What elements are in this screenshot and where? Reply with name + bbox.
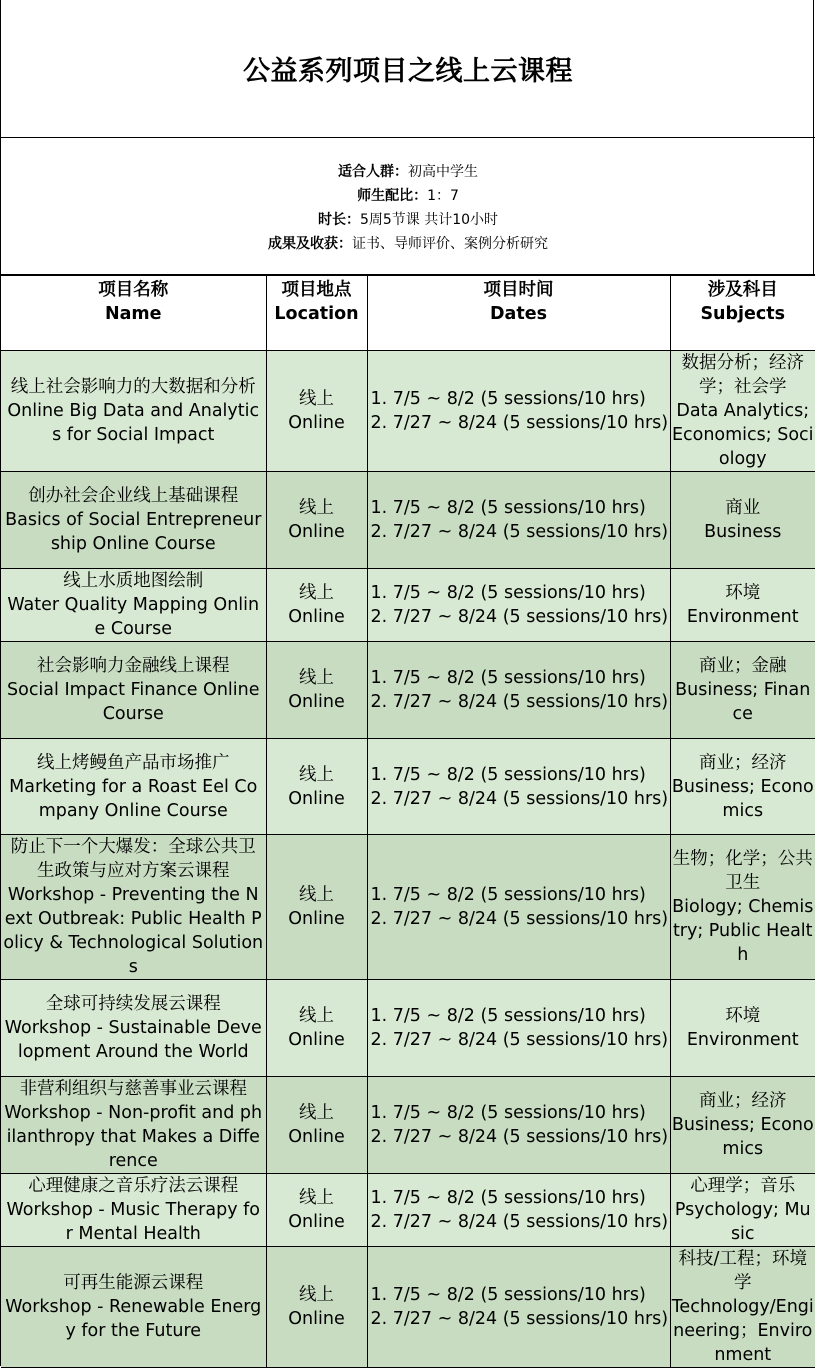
course-name-en: Workshop - Sustainable Development Around the World bbox=[4, 1018, 262, 1062]
table-row bbox=[1, 1247, 815, 1368]
date-option-1: 1. 7/5 ~ 8/2 (5 sessions/10 hrs) bbox=[370, 668, 646, 688]
header-dates: 项目时间 Dates bbox=[367, 276, 670, 351]
date-option-1: 1. 7/5 ~ 8/2 (5 sessions/10 hrs) bbox=[370, 764, 646, 785]
course-name-en: Water Quality Mapping Online Course bbox=[7, 595, 260, 639]
date-option-1: 1. 7/5 ~ 8/2 (5 sessions/10 hrs) bbox=[370, 1188, 646, 1208]
dates-cell bbox=[367, 1174, 670, 1247]
subjects-en: Biology; Chemistry; Public Health bbox=[672, 897, 814, 965]
course-name-cell bbox=[1, 569, 266, 642]
dates-cell bbox=[367, 642, 670, 739]
table-row bbox=[1, 739, 815, 835]
date-option-1: 1. 7/5 ~ 8/2 (5 sessions/10 hrs) bbox=[370, 583, 646, 603]
course-name-cell bbox=[1, 642, 266, 739]
subjects-cn: 商业；金融 bbox=[699, 656, 787, 676]
subjects-en: Technology/Engineering；Environment bbox=[671, 1297, 814, 1365]
subjects-cell bbox=[670, 569, 815, 642]
course-name-cn: 非营利组织与慈善事业云课程 bbox=[19, 1079, 247, 1099]
subjects-cell bbox=[670, 739, 815, 835]
date-option-1: 1. 7/5 ~ 8/2 (5 sessions/10 hrs) bbox=[370, 1103, 646, 1123]
course-name-en: Social Impact Finance Online Course bbox=[7, 680, 260, 724]
course-name-cn: 防止下一个大爆发：全球公共卫生政策与应对方案云课程 bbox=[10, 837, 256, 881]
subjects-en: Environment bbox=[686, 1030, 799, 1050]
subjects-en: Environment bbox=[686, 607, 799, 627]
course-name-cn: 可再生能源云课程 bbox=[63, 1273, 204, 1293]
location-cn: 线上 bbox=[299, 583, 334, 603]
location-en: Online bbox=[288, 1309, 345, 1329]
course-name-cell bbox=[1, 351, 266, 472]
dates-cell bbox=[367, 835, 670, 980]
location-cell bbox=[266, 472, 367, 569]
location-cell bbox=[266, 835, 367, 980]
course-name-cell bbox=[1, 1077, 266, 1174]
subjects-cell bbox=[670, 642, 815, 739]
subjects-cn: 商业；经济 bbox=[699, 1091, 787, 1111]
course-name-en: Workshop - Preventing the Next Outbreak: Public Health Policy & Technological Solutions bbox=[3, 885, 264, 977]
location-cell bbox=[266, 351, 367, 472]
dates-cell bbox=[367, 980, 670, 1077]
subjects-en: Data Analytics; Economics; Sociology bbox=[671, 401, 814, 469]
location-cn: 线上 bbox=[299, 764, 334, 785]
subjects-cn: 商业 bbox=[725, 498, 761, 518]
subjects-cn: 环境 bbox=[725, 1006, 761, 1026]
subjects-cn: 数据分析；经济学；社会学 bbox=[681, 353, 804, 397]
location-cn: 线上 bbox=[299, 1006, 334, 1026]
subjects-en: Business; Economics bbox=[671, 776, 814, 821]
location-en: Online bbox=[288, 692, 345, 712]
dates-cell bbox=[367, 351, 670, 472]
date-option-1: 1. 7/5 ~ 8/2 (5 sessions/10 hrs) bbox=[370, 1285, 646, 1305]
location-cell bbox=[266, 569, 367, 642]
course-name-cn: 心理健康之音乐疗法云课程 bbox=[28, 1176, 239, 1196]
info-outcome: 成果及收获：证书、导师评价、案例分析研究 bbox=[268, 236, 548, 252]
subjects-cn: 生物；化学；公共卫生 bbox=[672, 849, 813, 893]
location-cell bbox=[266, 980, 367, 1077]
location-cn: 线上 bbox=[299, 1285, 334, 1305]
course-name-cn: 全球可持续发展云课程 bbox=[45, 994, 221, 1014]
date-option-1: 1. 7/5 ~ 8/2 (5 sessions/10 hrs) bbox=[370, 885, 646, 905]
course-name-cell bbox=[1, 739, 266, 835]
course-name-cn: 社会影响力金融线上课程 bbox=[37, 656, 230, 676]
location-en: Online bbox=[288, 1127, 345, 1147]
course-name-en: Basics of Social Entrepreneurship Online Course bbox=[5, 510, 262, 554]
subjects-cn: 心理学；音乐 bbox=[690, 1176, 796, 1196]
course-table bbox=[1, 275, 815, 1368]
course-name-cn: 创办社会企业线上基础课程 bbox=[28, 486, 239, 506]
table-row bbox=[1, 351, 815, 472]
location-cn: 线上 bbox=[299, 1188, 334, 1208]
location-cn: 线上 bbox=[299, 885, 334, 905]
program-info bbox=[1, 138, 815, 275]
course-name-cn: 线上水质地图绘制 bbox=[63, 571, 204, 591]
dates-cell bbox=[367, 1077, 670, 1174]
course-name-cell bbox=[1, 980, 266, 1077]
dates-cell bbox=[367, 569, 670, 642]
info-audience: 适合人群：初高中学生 bbox=[338, 164, 478, 180]
date-option-2: 2. 7/27 ~ 8/24 (5 sessions/10 hrs) bbox=[370, 1212, 669, 1232]
subjects-cn: 环境 bbox=[725, 583, 761, 603]
date-option-2: 2. 7/27 ~ 8/24 (5 sessions/10 hrs) bbox=[370, 1030, 669, 1050]
location-en: Online bbox=[288, 413, 345, 433]
location-cn: 线上 bbox=[299, 498, 334, 518]
subjects-en: Business; Finance bbox=[675, 680, 811, 724]
location-en: Online bbox=[288, 788, 345, 809]
course-name-cell bbox=[1, 1247, 266, 1368]
course-name-en: Workshop - Renewable Energy for the Future bbox=[5, 1297, 262, 1341]
course-name-en: Workshop - Non-profit and philanthropy that Makes a Difference bbox=[4, 1103, 263, 1171]
course-name-cell bbox=[1, 835, 266, 980]
info-duration: 时长：5周5节课 共计10小时 bbox=[317, 212, 499, 228]
location-en: Online bbox=[288, 607, 345, 627]
subjects-cell bbox=[670, 835, 815, 980]
dates-cell bbox=[367, 1247, 670, 1368]
location-en: Online bbox=[288, 522, 345, 542]
date-option-1: 1. 7/5 ~ 8/2 (5 sessions/10 hrs) bbox=[370, 1006, 646, 1026]
date-option-2: 2. 7/27 ~ 8/24 (5 sessions/10 hrs) bbox=[370, 1127, 669, 1147]
date-option-2: 2. 7/27 ~ 8/24 (5 sessions/10 hrs) bbox=[370, 909, 669, 929]
location-cell bbox=[266, 1077, 367, 1174]
location-cell bbox=[266, 1174, 367, 1247]
course-name-cn: 线上烤鳗鱼产品市场推广 bbox=[37, 752, 230, 773]
date-option-2: 2. 7/27 ~ 8/24 (5 sessions/10 hrs) bbox=[370, 692, 669, 712]
location-en: Online bbox=[288, 909, 345, 929]
table-row bbox=[1, 835, 815, 980]
table-row bbox=[1, 472, 815, 569]
location-cell bbox=[266, 739, 367, 835]
table-row bbox=[1, 980, 815, 1077]
location-cn: 线上 bbox=[299, 1103, 334, 1123]
location-en: Online bbox=[288, 1030, 345, 1050]
course-name-en: Marketing for a Roast Eel Company Online Course bbox=[9, 776, 258, 821]
date-option-2: 2. 7/27 ~ 8/24 (5 sessions/10 hrs) bbox=[370, 1309, 669, 1329]
subjects-cell bbox=[670, 472, 815, 569]
date-option-2: 2. 7/27 ~ 8/24 (5 sessions/10 hrs) bbox=[370, 788, 669, 809]
date-option-2: 2. 7/27 ~ 8/24 (5 sessions/10 hrs) bbox=[370, 522, 669, 542]
subjects-cn: 科技/工程；环境学 bbox=[678, 1249, 807, 1293]
subjects-cn: 商业；经济 bbox=[699, 752, 787, 773]
table-row bbox=[1, 569, 815, 642]
page-title: 公益系列项目之线上云课程 bbox=[1, 0, 815, 138]
header-subjects: 涉及科目 Subjects bbox=[670, 276, 815, 351]
subjects-en: Business bbox=[704, 522, 782, 542]
date-option-2: 2. 7/27 ~ 8/24 (5 sessions/10 hrs) bbox=[370, 413, 669, 433]
date-option-2: 2. 7/27 ~ 8/24 (5 sessions/10 hrs) bbox=[370, 607, 669, 627]
course-name-cell bbox=[1, 1174, 266, 1247]
location-en: Online bbox=[288, 1212, 345, 1232]
location-cn: 线上 bbox=[299, 389, 334, 409]
subjects-cell bbox=[670, 351, 815, 472]
location-cn: 线上 bbox=[299, 668, 334, 688]
course-name-en: Workshop - Music Therapy for Mental Health bbox=[6, 1200, 260, 1244]
date-option-1: 1. 7/5 ~ 8/2 (5 sessions/10 hrs) bbox=[370, 498, 646, 518]
header-name: 项目名称 Name bbox=[1, 276, 266, 351]
subjects-en: Business; Economics bbox=[671, 1115, 814, 1159]
table-row bbox=[1, 1077, 815, 1174]
location-cell bbox=[266, 1247, 367, 1368]
date-option-1: 1. 7/5 ~ 8/2 (5 sessions/10 hrs) bbox=[370, 389, 646, 409]
course-name-cn: 线上社会影响力的大数据和分析 bbox=[10, 377, 256, 397]
subjects-cell bbox=[670, 1247, 815, 1368]
header-location: 项目地点 Location bbox=[266, 276, 367, 351]
location-cell bbox=[266, 642, 367, 739]
subjects-cell bbox=[670, 1174, 815, 1247]
dates-cell bbox=[367, 472, 670, 569]
info-ratio: 师生配比：1：7 bbox=[357, 188, 459, 204]
subjects-cell bbox=[670, 980, 815, 1077]
subjects-cell bbox=[670, 1077, 815, 1174]
table-row bbox=[1, 1174, 815, 1247]
dates-cell bbox=[367, 739, 670, 835]
table-header-row bbox=[1, 276, 815, 351]
subjects-en: Psychology; Music bbox=[674, 1200, 811, 1244]
table-row bbox=[1, 642, 815, 739]
course-name-en: Online Big Data and Analytics for Social Impact bbox=[7, 401, 260, 445]
course-name-cell bbox=[1, 472, 266, 569]
